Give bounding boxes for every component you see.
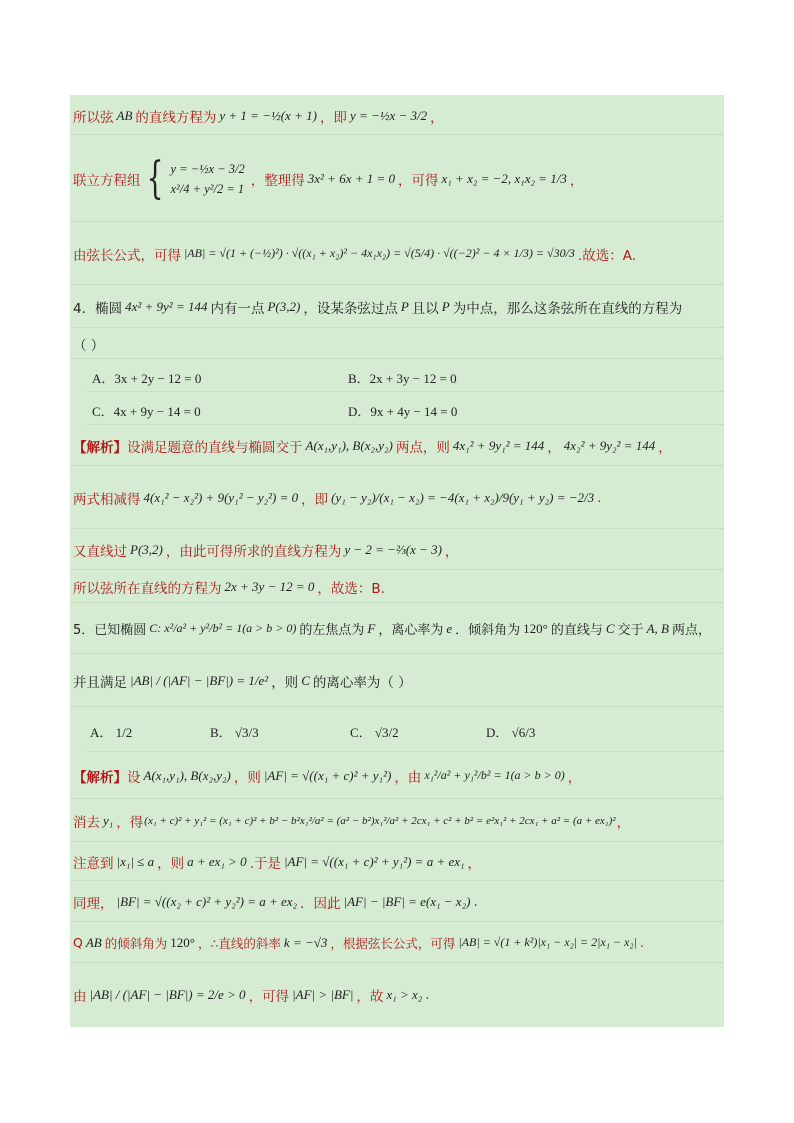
math: y + 1 = −½(x + 1): [219, 107, 317, 123]
text: 为中点，那么这条弦所在直线的方程为: [452, 300, 683, 317]
math: (x₁ + c)² + y₁² = (x₁ + c)² + b² − b²x₁²/a² = (a² − b²)x₁²/a² + 2cx₁ + c² + b² = e²x₁² + 2cx₁ + a² = (a + ex₁)²: [144, 814, 616, 827]
math: F: [367, 620, 376, 636]
q4-options-row-1: [86, 360, 724, 392]
option-a[interactable]: A． 1/2: [90, 725, 133, 740]
brace-icon: {: [146, 152, 163, 204]
math: k = −√3: [283, 934, 328, 950]
text: 的离心率为（ ）: [312, 674, 412, 691]
math: y = −½x − 3/2: [349, 107, 428, 123]
math: C: [605, 620, 615, 636]
text: 5．已知椭圆: [73, 623, 147, 638]
text: .: [425, 987, 430, 1003]
text: ，由: [394, 769, 422, 786]
text: 内有一点: [210, 300, 265, 317]
solution-5-e: [70, 923, 724, 963]
text: ，即: [319, 109, 347, 126]
math: |AB| = √(1 + (−½)²) · √((x₁ + x₂)² − 4x₁x₂) = √(5/4) · √((−2)² − 4 × 1/3) = √30/3: [184, 246, 575, 260]
option-a[interactable]: A．3x + 2y − 12 = 0: [92, 371, 202, 386]
question-4-paren: [70, 329, 724, 359]
text: ，则: [233, 769, 261, 786]
text: ，: [567, 769, 582, 786]
text: 又直线过: [73, 543, 127, 560]
line-chord-length: [70, 223, 724, 285]
text: .: [639, 935, 644, 950]
text: .: [597, 489, 602, 506]
text: Q: [73, 935, 83, 950]
text: ，∴直线的斜率: [197, 935, 281, 951]
text: ，: [467, 855, 482, 872]
option-d[interactable]: D．9x + 4y − 14 = 0: [348, 404, 458, 419]
text: 两点，则: [395, 439, 450, 456]
text: （ ）: [73, 337, 105, 354]
math: P(3,2): [130, 541, 163, 557]
solution-4-c: [70, 530, 724, 570]
text: 联立方程组: [73, 172, 141, 189]
math: 120°: [170, 934, 195, 950]
math: |AB| / (|AF| − |BF|) = 1/e²: [130, 672, 269, 688]
math: a + ex₁ > 0: [187, 853, 247, 869]
math: P: [441, 298, 450, 314]
math: 120°: [523, 620, 548, 636]
text: ，根据弦长公式，可得: [330, 935, 456, 951]
math: A(x₁,y₁), B(x₂,y₂): [305, 437, 393, 453]
text: 由: [73, 989, 87, 1005]
text: .于是: [249, 855, 281, 872]
text: ，可得: [398, 172, 439, 189]
math: (y₁ − y₂)/(x₁ − x₂) = −4(x₁ + x₂)/9(y₁ + y₂) = −2/3: [331, 489, 595, 505]
math: |AB| = √(1 + k²)|x₁ − x₂| = 2|x₁ − x₂|: [458, 935, 637, 949]
math: y₁: [103, 812, 114, 828]
text: 4．椭圆: [73, 300, 123, 317]
math: |x₁| ≤ a: [116, 853, 155, 869]
text: 设: [127, 769, 141, 786]
text: 所以弦所在直线的方程为: [73, 580, 222, 597]
solution-5-c: [70, 843, 724, 881]
solution-5-f: [70, 964, 724, 1026]
math: y − 2 = −⅔(x − 3): [344, 541, 442, 557]
text: 设满足题意的直线与椭圆交于: [127, 439, 303, 456]
math: 4(x₁² − x₂²) + 9(y₁² − y₂²) = 0: [143, 489, 299, 505]
math: AB: [116, 107, 133, 123]
math: 4x₁² + 9y₁² = 144: [452, 437, 545, 453]
option-c[interactable]: C． √3/2: [350, 725, 399, 740]
math: 3x² + 6x + 1 = 0: [307, 170, 396, 186]
q5-options-row: [86, 708, 724, 752]
text: .故选：A.: [577, 247, 636, 264]
text: ，离心率为: [378, 623, 444, 638]
text: ，整理得: [250, 172, 305, 189]
math: |AF| = √((x₁ + c)² + y₁²) = a + ex₁: [283, 853, 465, 869]
option-b[interactable]: B．2x + 3y − 12 = 0: [348, 371, 457, 386]
math: |AB| / (|AF| − |BF|) = 2/e > 0: [89, 987, 246, 1002]
text: ，则: [271, 674, 299, 691]
text: 所以弦: [73, 109, 114, 126]
text: ，: [658, 439, 672, 456]
math: P: [400, 298, 409, 314]
text: ．因此: [300, 895, 341, 912]
text: 注意到: [73, 855, 114, 872]
text: ，: [430, 109, 444, 126]
text: 的左焦点为: [299, 623, 365, 638]
solution-4-d: [70, 571, 724, 603]
math: |AF| > |BF|: [292, 987, 354, 1002]
text: 由弦长公式，可得: [73, 247, 181, 264]
text: ．倾斜角为: [455, 623, 521, 638]
option-c[interactable]: C．4x + 9y − 14 = 0: [92, 404, 201, 419]
option-d[interactable]: D． √6/3: [486, 725, 536, 740]
text: ，得: [116, 814, 144, 831]
math: x₁ > x₂: [386, 987, 423, 1002]
text: ，: [616, 814, 631, 831]
text: 的倾斜角为: [104, 935, 168, 951]
text: ，: [547, 439, 561, 456]
text: 的直线与: [550, 623, 603, 638]
solution-5-d: [70, 882, 724, 922]
math: e: [446, 620, 453, 636]
text: 的直线方程为: [135, 109, 217, 126]
math: |AF| − |BF| = e(x₁ − x₂): [343, 893, 471, 909]
math: x₁ + x₂ = −2, x₁x₂ = 1/3: [441, 170, 567, 186]
question-5-b: [70, 655, 724, 707]
math: 4x₂² + 9y₂² = 144: [563, 437, 656, 453]
text: ，故选：B.: [317, 580, 385, 597]
text: ，可得: [248, 989, 290, 1005]
text: ，则: [157, 855, 185, 872]
line-ab-equation: [70, 97, 724, 135]
q4-options-row-2: [86, 393, 724, 425]
math: AB: [85, 934, 102, 950]
option-b[interactable]: B． √3/3: [210, 725, 259, 740]
math: C: [301, 672, 310, 688]
system-eq-2: x²/4 + y²/2 = 1: [170, 181, 245, 196]
text: 并且满足: [73, 674, 127, 691]
question-4: [70, 286, 724, 328]
text: .: [473, 893, 478, 910]
text: ，即: [301, 491, 329, 508]
analysis-tag: 【解析】: [73, 439, 127, 456]
text: ，: [444, 543, 459, 560]
solution-4-b: [70, 467, 724, 529]
text: 同理，: [73, 895, 114, 912]
text: 消去: [73, 814, 100, 831]
analysis-tag: 【解析】: [73, 769, 127, 786]
math: P(3,2): [267, 298, 301, 314]
math: x₁²/a² + y₁²/b² = 1(a > b > 0): [424, 768, 565, 782]
math: |AF| = √((x₁ + c)² + y₁²): [263, 767, 392, 783]
equation-system: [171, 159, 245, 199]
math: C: x²/a² + y²/b² = 1(a > b > 0): [149, 621, 297, 635]
math: 4x² + 9y² = 144: [125, 298, 208, 314]
math: A, B: [646, 620, 669, 636]
text: ，: [569, 172, 584, 189]
text: ，设某条弦过点: [303, 300, 398, 317]
text: 交于: [617, 623, 644, 638]
solution-5-a: [70, 753, 724, 799]
text: ，故: [356, 989, 384, 1005]
solution-4-a: [70, 426, 724, 466]
math: A(x₁,y₁), B(x₂,y₂): [143, 767, 231, 783]
question-5: [70, 604, 724, 654]
text: 两式相减得: [73, 491, 141, 508]
text: ，由此可得所求的直线方程为: [165, 543, 342, 560]
math: |BF| = √((x₂ + c)² + y₂²) = a + ex₂: [116, 893, 298, 909]
solution-5-b: [70, 800, 724, 842]
text: 且以: [411, 300, 439, 317]
system-eq-1: y = −½x − 3/2: [170, 161, 245, 176]
text: 两点，: [671, 623, 711, 638]
math: 2x + 3y − 12 = 0: [224, 578, 315, 594]
line-system: [70, 136, 724, 222]
